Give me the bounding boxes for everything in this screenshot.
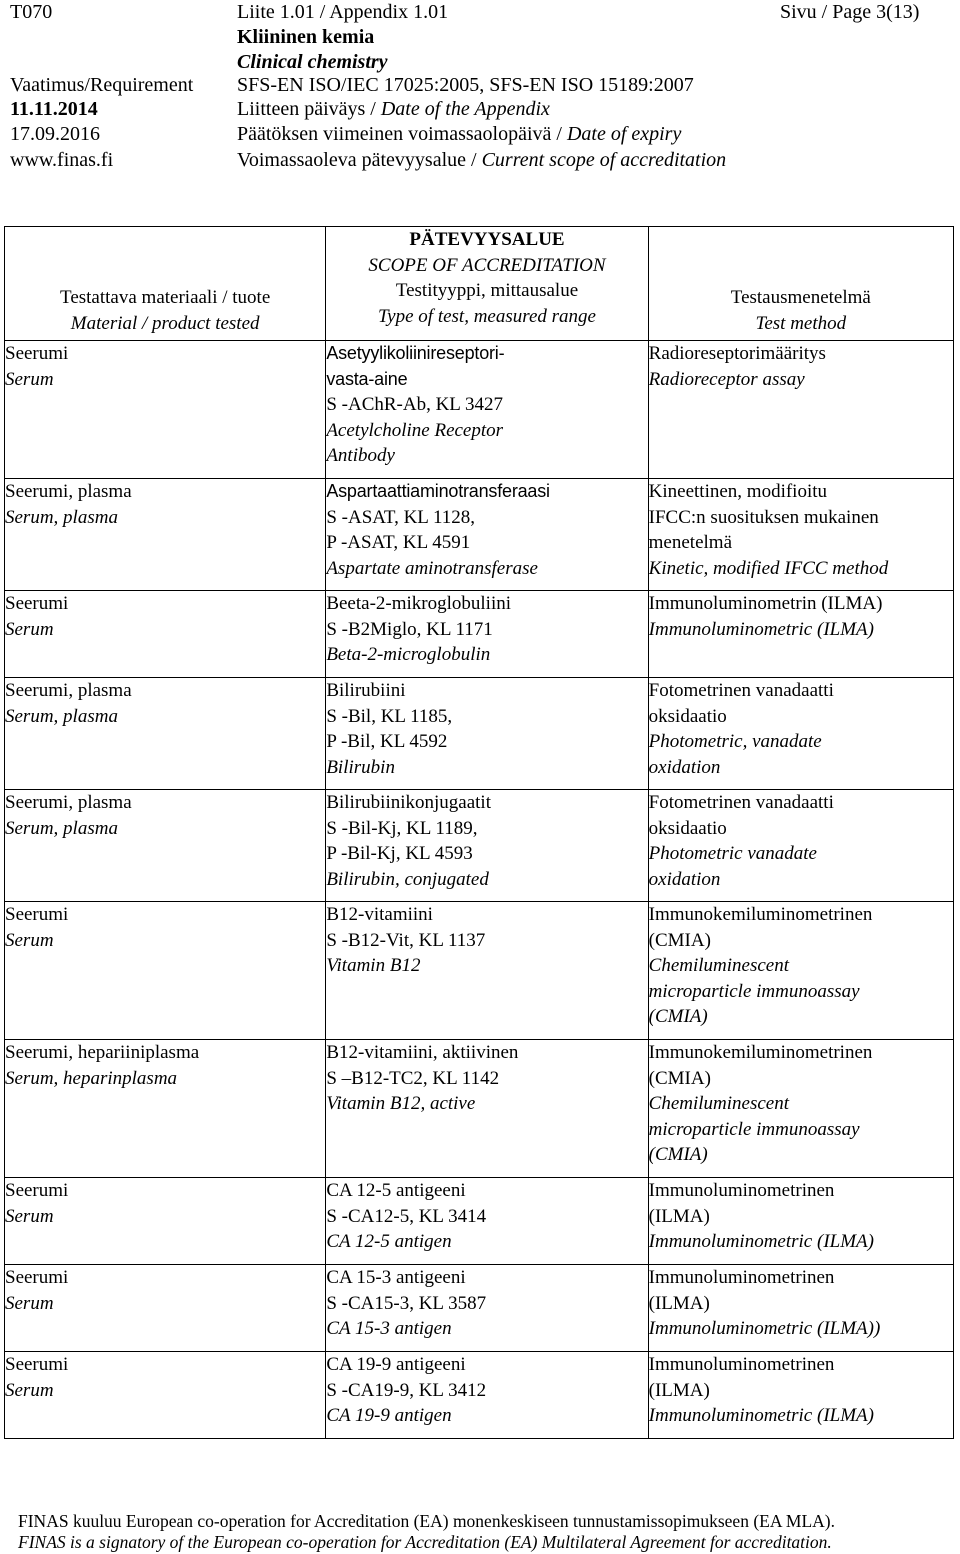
table-row bbox=[5, 678, 954, 790]
method-cell-line: Kinetic, modified IFCC method bbox=[648, 557, 889, 579]
appendix-date-label bbox=[237, 97, 550, 122]
expiry-date: 17.09.2016 bbox=[10, 123, 100, 145]
finas-url[interactable]: www.finas.fi bbox=[10, 149, 114, 171]
material-cell-line: Seerumi bbox=[5, 904, 69, 925]
test-cell-line: Aspartate aminotransferase bbox=[326, 557, 538, 579]
col-method-en: Test method bbox=[755, 312, 847, 334]
appendix-label: Liite 1.01 / Appendix 1.01 bbox=[237, 1, 449, 23]
test-cell-line: S -CA12-5, KL 3414 bbox=[326, 1205, 487, 1227]
method-cell-line: oksidaatio bbox=[648, 705, 727, 727]
test-cell bbox=[326, 678, 648, 790]
method-cell bbox=[648, 1040, 953, 1178]
header-row-4 bbox=[10, 73, 950, 98]
test-cell-line: CA 12-5 antigeeni bbox=[326, 1180, 466, 1201]
material-cell-line: Seerumi, plasma bbox=[5, 680, 132, 701]
col-method-header bbox=[648, 227, 953, 341]
test-cell bbox=[326, 591, 648, 678]
method-cell-line: Chemiluminescent bbox=[648, 1093, 790, 1114]
material-cell-line: Seerumi bbox=[5, 1267, 69, 1288]
method-cell-line: (ILMA) bbox=[648, 1379, 710, 1401]
test-cell-line: S -Bil, KL 1185, bbox=[326, 705, 453, 727]
table-row bbox=[5, 341, 954, 479]
scope-label bbox=[237, 148, 726, 173]
material-cell-line: Serum bbox=[5, 929, 54, 951]
test-cell-line: S –B12-TC2, KL 1142 bbox=[326, 1067, 500, 1089]
test-cell-line: Asetyylikoliinireseptori- bbox=[326, 343, 505, 363]
method-cell-line: oxidation bbox=[648, 868, 721, 890]
table-row bbox=[5, 479, 954, 591]
method-cell bbox=[648, 902, 953, 1040]
method-cell-line: Photometric vanadate bbox=[648, 843, 817, 864]
test-cell-line: P -ASAT, KL 4591 bbox=[326, 532, 471, 553]
method-cell-line: Immunoluminometrin (ILMA) bbox=[648, 593, 883, 614]
method-cell-line: (CMIA) bbox=[648, 1144, 708, 1165]
material-cell-line: Seerumi, plasma bbox=[5, 481, 132, 502]
test-cell-line: S -Bil-Kj, KL 1189, bbox=[326, 817, 478, 839]
material-cell bbox=[5, 1352, 326, 1439]
material-cell-line: Serum, plasma bbox=[5, 705, 118, 727]
material-cell-line: Seerumi bbox=[5, 593, 69, 614]
material-cell bbox=[5, 902, 326, 1040]
header-row-2 bbox=[10, 25, 950, 50]
material-cell-line: Seerumi, plasma bbox=[5, 792, 132, 813]
material-cell-line: Seerumi bbox=[5, 1354, 69, 1375]
test-cell-line: B12-vitamiini, aktiivinen bbox=[326, 1042, 519, 1063]
test-cell bbox=[326, 1178, 648, 1265]
method-cell-line: Immunoluminometric (ILMA)) bbox=[648, 1318, 881, 1339]
method-cell-line: Immunoluminometric (ILMA) bbox=[648, 618, 874, 640]
test-cell-line: Beta-2-microglobulin bbox=[326, 644, 491, 665]
method-cell-line: (ILMA) bbox=[648, 1205, 710, 1227]
scope-label-en: Current scope of accreditation bbox=[481, 149, 727, 171]
table-row bbox=[5, 1178, 954, 1265]
appendix-date: 11.11.2014 bbox=[10, 98, 98, 120]
method-cell-line: Fotometrinen vanadaatti bbox=[648, 680, 834, 701]
method-cell bbox=[648, 790, 953, 902]
test-cell bbox=[326, 1040, 648, 1178]
accreditation-table bbox=[4, 226, 954, 1439]
method-cell-line: (CMIA) bbox=[648, 929, 711, 951]
method-cell-line: Photometric, vanadate bbox=[648, 731, 822, 752]
header-row-5 bbox=[10, 97, 950, 122]
expiry-date-label-en: Date of expiry bbox=[566, 123, 682, 145]
method-cell-line: Immunoluminometrinen bbox=[648, 1354, 835, 1375]
table-row bbox=[5, 1352, 954, 1439]
header-row-7 bbox=[10, 148, 950, 173]
material-cell-line: Seerumi bbox=[5, 343, 69, 364]
table-row bbox=[5, 1265, 954, 1352]
requirement-value: SFS-EN ISO/IEC 17025:2005, SFS-EN ISO 15189:2007 bbox=[237, 74, 694, 96]
method-cell bbox=[648, 1265, 953, 1352]
scope-title-fi: PÄTEVYYSALUE bbox=[409, 229, 565, 250]
method-cell bbox=[648, 678, 953, 790]
method-cell bbox=[648, 1352, 953, 1439]
test-cell bbox=[326, 902, 648, 1040]
header-row-1 bbox=[10, 0, 950, 25]
material-cell-line: Serum bbox=[5, 368, 54, 390]
method-cell-line: oksidaatio bbox=[648, 817, 727, 839]
test-cell-line: S -CA15-3, KL 3587 bbox=[326, 1292, 487, 1314]
material-cell-line: Seerumi bbox=[5, 1180, 69, 1201]
col-material-header bbox=[5, 227, 326, 341]
method-cell-line: (CMIA) bbox=[648, 1067, 711, 1089]
material-cell-line: Serum bbox=[5, 1379, 54, 1401]
test-cell bbox=[326, 1352, 648, 1439]
test-cell-line: Aspartaattiaminotransferaasi bbox=[326, 481, 550, 501]
test-cell-line: CA 12-5 antigen bbox=[326, 1231, 452, 1252]
col-test-fi: Testityyppi, mittausalue bbox=[395, 280, 579, 301]
test-cell-line: Bilirubin, conjugated bbox=[326, 868, 489, 890]
col-test-en: Type of test, measured range bbox=[378, 305, 596, 327]
test-cell-line: S -ASAT, KL 1128, bbox=[326, 506, 475, 528]
test-cell-line: Bilirubiinikonjugaatit bbox=[326, 792, 491, 813]
header-row-6 bbox=[10, 122, 950, 147]
appendix-date-label-fi: Liitteen päiväys / bbox=[237, 98, 381, 120]
test-cell bbox=[326, 479, 648, 591]
doc-code: T070 bbox=[10, 1, 53, 23]
table-row bbox=[5, 902, 954, 1040]
footer-line-en: FINAS is a signatory of the European co-operation for Accreditation (EA) Multilateral Agreement for accreditation. bbox=[18, 1532, 832, 1552]
col-material-en: Material / product tested bbox=[70, 312, 260, 334]
scope-label-fi: Voimassaoleva pätevyysalue / bbox=[237, 149, 482, 171]
col-method-fi: Testausmenetelmä bbox=[730, 287, 871, 308]
method-cell-line: Radioreseptorimääritys bbox=[648, 343, 826, 364]
material-cell-line: Seerumi, hepariiniplasma bbox=[5, 1042, 200, 1063]
method-cell-line: microparticle immunoassay bbox=[648, 980, 860, 1002]
method-cell-line: Immunokemiluminometrinen bbox=[648, 904, 873, 925]
method-cell bbox=[648, 591, 953, 678]
scope-title-en: SCOPE OF ACCREDITATION bbox=[368, 254, 606, 276]
method-cell-line: menetelmä bbox=[648, 532, 733, 553]
method-cell-line: oxidation bbox=[648, 756, 721, 778]
material-cell-line: Serum bbox=[5, 1205, 54, 1227]
method-cell-line: IFCC:n suosituksen mukainen bbox=[648, 506, 879, 528]
method-cell-line: Immunoluminometrinen bbox=[648, 1180, 835, 1201]
test-cell-line: Bilirubin bbox=[326, 756, 395, 778]
expiry-date-label bbox=[237, 122, 681, 147]
material-cell bbox=[5, 790, 326, 902]
test-cell-line: S -B12-Vit, KL 1137 bbox=[326, 929, 486, 951]
requirement-label: Vaatimus/Requirement bbox=[10, 74, 194, 96]
appendix-date-label-en: Date of the Appendix bbox=[380, 98, 550, 120]
test-cell-line: S -AChR-Ab, KL 3427 bbox=[326, 394, 503, 415]
page-number: Sivu / Page 3(13) bbox=[780, 1, 920, 23]
material-cell-line: Serum bbox=[5, 1292, 54, 1314]
method-cell-line: (ILMA) bbox=[648, 1292, 710, 1314]
test-cell-line: CA 19-9 antigen bbox=[326, 1405, 452, 1426]
col-test-header bbox=[326, 227, 648, 341]
test-cell-line: CA 15-3 antigeeni bbox=[326, 1267, 466, 1288]
footer-line-fi: FINAS kuuluu European co-operation for Accreditation (EA) monenkeskiseen tunnustamissopimukseen (EA MLA). bbox=[18, 1511, 835, 1531]
col-material-fi: Testattava materiaali / tuote bbox=[60, 287, 271, 308]
material-cell-line: Serum, heparinplasma bbox=[5, 1067, 178, 1089]
test-cell-line: P -Bil, KL 4592 bbox=[326, 731, 448, 752]
method-cell-line: Immunoluminometric (ILMA) bbox=[648, 1405, 874, 1426]
method-cell-line: Kineettinen, modifioitu bbox=[648, 481, 828, 502]
test-cell-line: CA 19-9 antigeeni bbox=[326, 1354, 466, 1375]
test-cell-line: P -Bil-Kj, KL 4593 bbox=[326, 843, 473, 864]
test-cell-line: CA 15-3 antigen bbox=[326, 1318, 452, 1339]
test-cell bbox=[326, 1265, 648, 1352]
table-row bbox=[5, 790, 954, 902]
expiry-date-label-fi: Päätöksen viimeinen voimassaolopäivä / bbox=[237, 123, 567, 145]
test-cell-line: Vitamin B12, active bbox=[326, 1093, 476, 1114]
method-cell-line: (CMIA) bbox=[648, 1006, 708, 1027]
method-cell bbox=[648, 479, 953, 591]
material-cell-line: Serum, plasma bbox=[5, 817, 118, 839]
table-row bbox=[5, 591, 954, 678]
method-cell bbox=[648, 1178, 953, 1265]
material-cell bbox=[5, 1178, 326, 1265]
method-cell-line: Chemiluminescent bbox=[648, 955, 790, 976]
material-cell bbox=[5, 341, 326, 479]
method-cell-line: Radioreceptor assay bbox=[648, 368, 805, 390]
method-cell-line: Immunoluminometric (ILMA) bbox=[648, 1231, 874, 1252]
material-cell bbox=[5, 591, 326, 678]
material-cell bbox=[5, 1040, 326, 1178]
material-cell bbox=[5, 1265, 326, 1352]
field-en: Clinical chemistry bbox=[237, 51, 388, 73]
test-cell bbox=[326, 341, 648, 479]
method-cell-line: Fotometrinen vanadaatti bbox=[648, 792, 834, 813]
test-cell-line: B12-vitamiini bbox=[326, 904, 433, 925]
method-cell bbox=[648, 341, 953, 479]
test-cell-line: S -B2Miglo, KL 1171 bbox=[326, 618, 493, 640]
method-cell-line: Immunoluminometrinen bbox=[648, 1267, 835, 1288]
test-cell-line: S -CA19-9, KL 3412 bbox=[326, 1379, 487, 1401]
material-cell bbox=[5, 678, 326, 790]
material-cell bbox=[5, 479, 326, 591]
test-cell-line: Bilirubiini bbox=[326, 680, 406, 701]
test-cell-line: Vitamin B12 bbox=[326, 955, 421, 976]
table-row bbox=[5, 1040, 954, 1178]
method-cell-line: microparticle immunoassay bbox=[648, 1118, 860, 1140]
test-cell-line: Antibody bbox=[326, 445, 395, 466]
test-cell-line: Beeta-2-mikroglobuliini bbox=[326, 593, 512, 614]
header-row-3 bbox=[10, 50, 950, 75]
material-cell-line: Serum bbox=[5, 618, 54, 640]
test-cell-line: vasta-aine bbox=[326, 368, 408, 389]
table-header-row bbox=[5, 227, 954, 341]
material-cell-line: Serum, plasma bbox=[5, 506, 118, 528]
test-cell bbox=[326, 790, 648, 902]
field-fi: Kliininen kemia bbox=[237, 26, 375, 48]
method-cell-line: Immunokemiluminometrinen bbox=[648, 1042, 873, 1063]
test-cell-line: Acetylcholine Receptor bbox=[326, 419, 504, 441]
